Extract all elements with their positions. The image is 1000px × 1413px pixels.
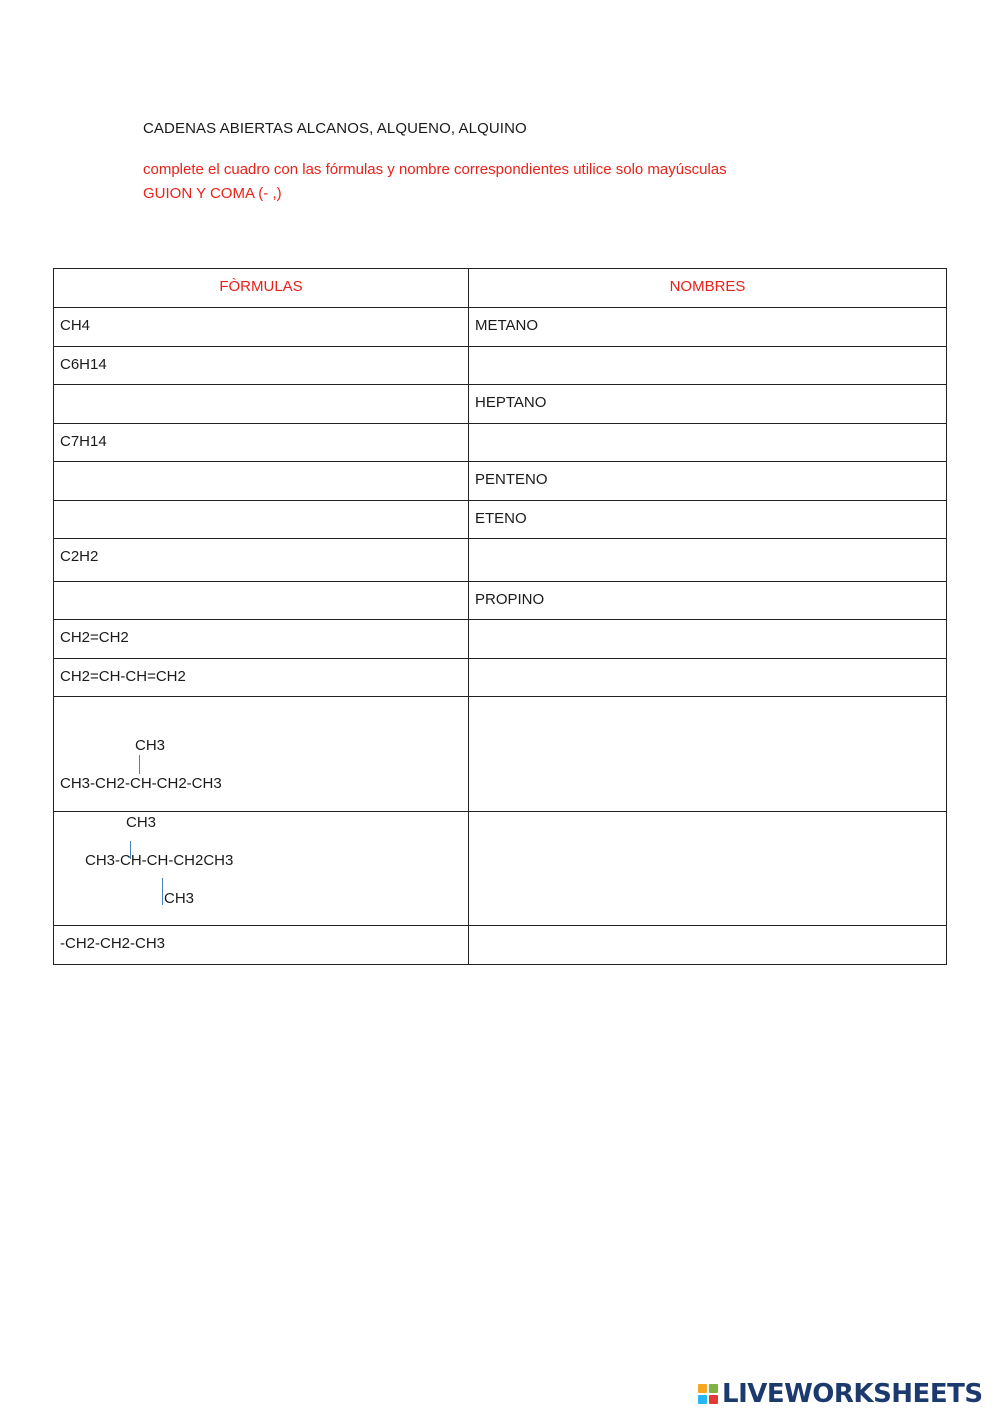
formula-structure-cell [54, 697, 469, 812]
formula-cell[interactable] [54, 385, 469, 424]
branch-bottom-label: CH3 [164, 890, 195, 907]
name-cell[interactable]: ETENO [469, 501, 947, 539]
formulas-table [53, 268, 947, 965]
table-row-structure-2 [54, 812, 947, 926]
name-cell[interactable] [469, 697, 947, 812]
branch-bond-line [139, 755, 140, 774]
table-row [54, 659, 947, 697]
table-row [54, 347, 947, 385]
name-cell[interactable] [469, 424, 947, 462]
table-row [54, 582, 947, 620]
worksheet-title: CADENAS ABIERTAS ALCANOS, ALQUENO, ALQUINO [143, 120, 527, 137]
table-row [54, 501, 947, 539]
logo-icon [698, 1384, 718, 1404]
formula-cell[interactable] [54, 501, 469, 539]
name-cell[interactable] [469, 539, 947, 582]
table-row [54, 424, 947, 462]
formula-cell[interactable]: C6H14 [54, 347, 469, 385]
main-chain-label: CH3-CH2-CH-CH2-CH3 [60, 775, 222, 792]
table-row-structure-1 [54, 697, 947, 812]
branch-top-label: CH3 [126, 814, 157, 831]
formula-structure-cell [54, 812, 469, 926]
branch-bottom-bond-line [162, 878, 163, 905]
formula-cell[interactable]: CH4 [54, 308, 469, 347]
formula-cell[interactable] [54, 582, 469, 620]
name-cell[interactable]: HEPTANO [469, 385, 947, 424]
name-cell[interactable]: PENTENO [469, 462, 947, 501]
table-row [54, 926, 947, 965]
name-cell[interactable] [469, 659, 947, 697]
table-row [54, 308, 947, 347]
formula-cell[interactable]: CH2=CH2 [54, 620, 469, 659]
table-row [54, 462, 947, 501]
branch-label: CH3 [135, 737, 166, 754]
table-row [54, 385, 947, 424]
name-cell[interactable] [469, 812, 947, 926]
name-cell[interactable]: PROPINO [469, 582, 947, 620]
main-chain-label: CH3-CH-CH-CH2CH3 [85, 852, 234, 869]
formula-cell[interactable]: CH2=CH-CH=CH2 [54, 659, 469, 697]
header-names: NOMBRES [469, 269, 947, 308]
table-row [54, 539, 947, 582]
name-cell[interactable] [469, 926, 947, 965]
formula-cell[interactable] [54, 462, 469, 501]
formula-cell[interactable]: C7H14 [54, 424, 469, 462]
instructions [143, 158, 843, 206]
formula-cell[interactable]: C2H2 [54, 539, 469, 582]
name-cell[interactable] [469, 347, 947, 385]
name-cell[interactable] [469, 620, 947, 659]
formula-cell[interactable]: -CH2-CH2-CH3 [54, 926, 469, 965]
liveworksheets-logo [698, 1378, 983, 1410]
header-formulas: FÒRMULAS [54, 269, 469, 308]
logo-text: LIVEWORKSHEETS [722, 1379, 983, 1409]
table-row [54, 620, 947, 659]
table-header-row [54, 269, 947, 308]
instructions-line-1: complete el cuadro con las fórmulas y nombre correspondientes utilice solo mayúsculas [143, 161, 727, 178]
instructions-line-2: GUION Y COMA (- ,) [143, 185, 282, 202]
name-cell[interactable]: METANO [469, 308, 947, 347]
